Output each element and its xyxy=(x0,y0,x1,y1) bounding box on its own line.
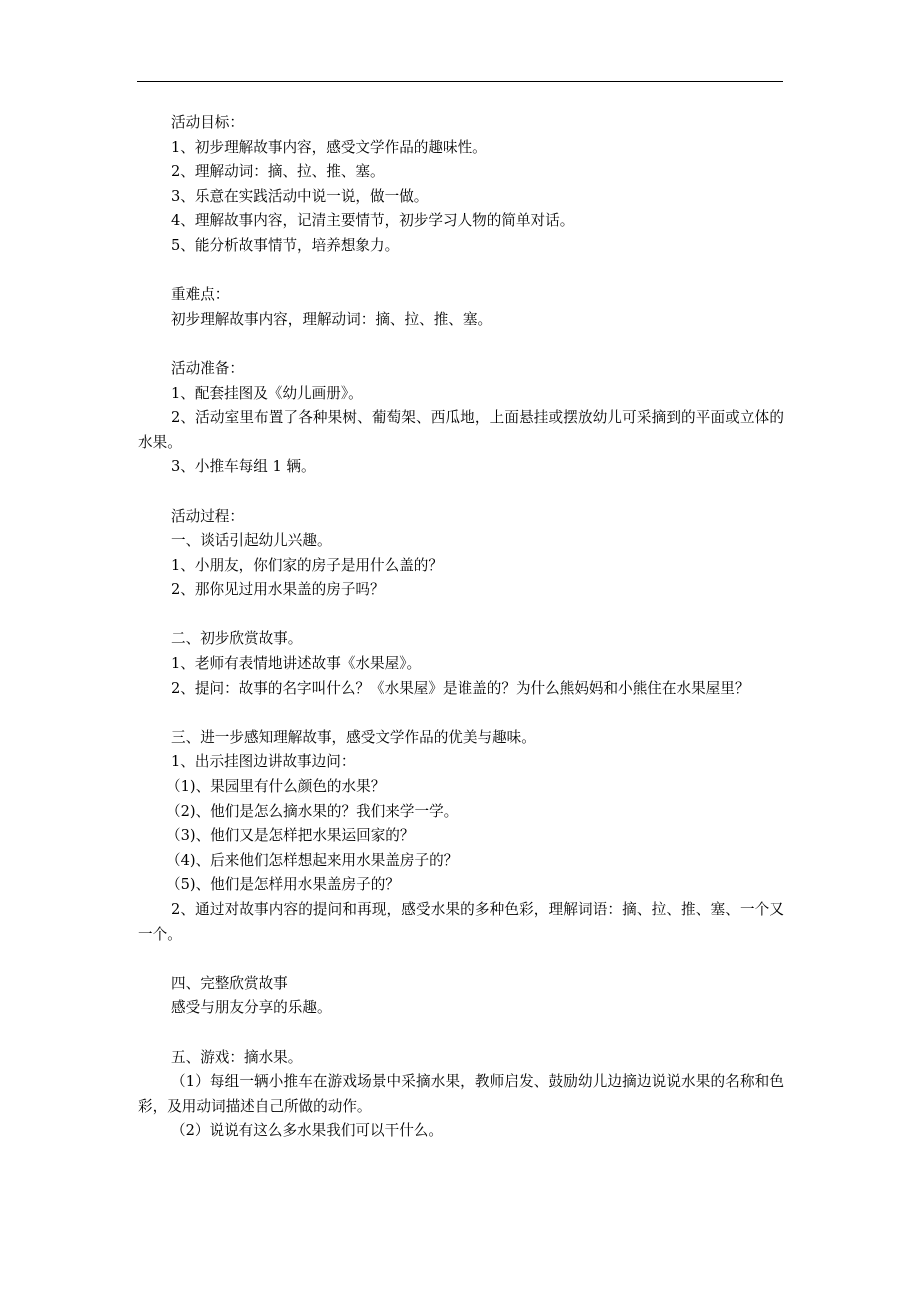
spacer xyxy=(138,701,788,726)
goal-item: 2、理解动词：摘、拉、推、塞。 xyxy=(171,163,385,181)
process-part-title: 五、游戏：摘水果。 xyxy=(171,1048,303,1066)
spacer xyxy=(138,332,788,357)
spacer xyxy=(138,259,788,284)
goal-item: 1、初步理解故事内容，感受文学作品的趣味性。 xyxy=(171,138,487,156)
process-item: 感受与朋友分享的乐趣。 xyxy=(171,999,332,1017)
process-part-title: 四、完整欣赏故事 xyxy=(171,974,288,992)
goals-heading: 活动目标： xyxy=(171,114,244,131)
process-item: 1、出示挂图边讲故事边问： xyxy=(171,753,356,771)
process-sub-item: （2)、他们是怎么摘水果的？我们来学一学。 xyxy=(166,802,459,820)
process-item: 2、提问：故事的名字叫什么？《水果屋》是谁盖的？为什么熊妈妈和小熊住在水果屋里？ xyxy=(171,679,750,697)
preparation-item: 1、配套挂图及《幼儿画册》。 xyxy=(171,384,363,402)
process-heading: 活动过程： xyxy=(171,507,244,525)
key-points-text: 初步理解故事内容，理解动词：摘、拉、推、塞。 xyxy=(171,310,493,328)
process-sub-item: （4)、后来他们怎样想起来用水果盖房子的？ xyxy=(166,851,459,869)
process-item: 1、老师有表情地讲述故事《水果屋》。 xyxy=(171,655,422,673)
spacer xyxy=(138,603,788,628)
goal-item: 5、能分析故事情节，培养想象力。 xyxy=(171,236,400,254)
process-part-title: 二、初步欣赏故事。 xyxy=(171,630,303,648)
process-item: （2）说说有这么多水果我们可以干什么。 xyxy=(171,1122,443,1140)
preparation-heading: 活动准备： xyxy=(171,359,244,377)
process-item: 2、那你见过用水果盖的房子吗？ xyxy=(171,581,385,599)
goal-item: 3、乐意在实践活动中说一说，做一做。 xyxy=(171,187,429,205)
spacer xyxy=(138,1021,788,1046)
spacer xyxy=(138,947,788,972)
process-item: 1、小朋友，你们家的房子是用什么盖的？ xyxy=(171,556,443,574)
process-sub-item: （3)、他们又是怎样把水果运回家的？ xyxy=(166,827,415,845)
preparation-item: 3、小推车每组 1 辆。 xyxy=(171,458,316,476)
spacer xyxy=(138,480,788,505)
process-sub-item: （5)、他们是怎样用水果盖房子的？ xyxy=(166,876,400,894)
document-body xyxy=(138,111,788,1144)
process-part-title: 一、谈话引起幼儿兴趣。 xyxy=(171,532,332,550)
process-part-title: 三、进一步感知理解故事，感受文学作品的优美与趣味。 xyxy=(171,728,536,746)
preparation-item: 2、活动室里布置了各种果树、葡萄架、西瓜地，上面悬挂或摆放幼儿可采摘到的平面或立体的水果。 xyxy=(138,409,784,451)
goal-item: 4、理解故事内容，记清主要情节，初步学习人物的简单对话。 xyxy=(171,212,575,230)
process-sub-item: （1)、果园里有什么颜色的水果？ xyxy=(166,778,386,796)
process-item: 2、通过对故事内容的提问和再现，感受水果的多种色彩，理解词语：摘、拉、推、塞、一个又一个。 xyxy=(138,901,784,943)
header-rule xyxy=(137,81,783,82)
process-item: （1）每组一辆小推车在游戏场景中采摘水果，教师启发、鼓励幼儿边摘边说说水果的名称和色彩，及用动词描述自己所做的动作。 xyxy=(138,1073,784,1115)
key-points-heading: 重难点： xyxy=(171,286,230,304)
